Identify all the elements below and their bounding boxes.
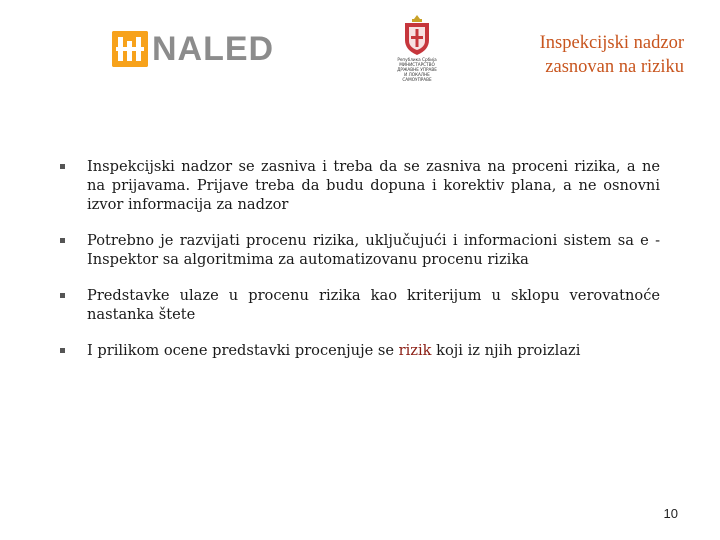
bullet-text: , uključujući i informacioni sistem sa e -Inspektor sa algoritmima za automatizovanu procenu rizika bbox=[87, 232, 661, 268]
page-number: 10 bbox=[663, 506, 678, 521]
bullet-lead: Potrebno je razvijati procenu rizika bbox=[87, 232, 355, 249]
bullet-text: Prijave treba da budu dopuna i korektiv plana, a ne osnovni izvor informacija za nadzor bbox=[87, 177, 660, 213]
bullet-square-icon bbox=[60, 348, 65, 353]
bullet-item bbox=[60, 157, 660, 214]
bullet-text: koji iz njih proizlazi bbox=[431, 342, 581, 359]
bullet-list bbox=[60, 157, 660, 377]
bullet-square-icon bbox=[60, 238, 65, 243]
bullet-text: kao kriterijum u sklopu verovatnoće nastanka štete bbox=[87, 287, 661, 323]
page-title bbox=[540, 31, 684, 79]
bullet-lead: Predstavke ulaze u procenu rizika bbox=[87, 287, 361, 304]
title-line-1: Inspekcijski nadzor bbox=[539, 33, 684, 53]
bullet-lead: Inspekcijski nadzor se zasniva i treba da se zasniva na proceni rizika, a ne na prijavama. bbox=[87, 158, 660, 194]
bullet-item bbox=[60, 286, 660, 324]
ministry-coat-of-arms bbox=[392, 14, 442, 90]
ministry-caption: Република Србија МИНИСТАРСТВО ДРЖАВНЕ УПРАВЕ И ЛОКАЛНЕ САМОУПРАВЕ bbox=[397, 57, 437, 82]
naled-logo bbox=[112, 30, 274, 68]
bullet-square-icon bbox=[60, 164, 65, 169]
coat-of-arms-icon bbox=[402, 14, 432, 56]
naled-logo-text: NALED bbox=[152, 30, 275, 68]
bullet-item bbox=[60, 341, 660, 360]
bullet-text: I prilikom ocene predstavki procenjuje se bbox=[87, 342, 399, 359]
bullet-item bbox=[60, 231, 660, 269]
bullet-square-icon bbox=[60, 293, 65, 298]
naled-logo-mark-icon bbox=[112, 31, 148, 67]
risk-highlight: rizik bbox=[398, 342, 432, 359]
title-line-2: zasnovan na riziku bbox=[545, 57, 684, 77]
